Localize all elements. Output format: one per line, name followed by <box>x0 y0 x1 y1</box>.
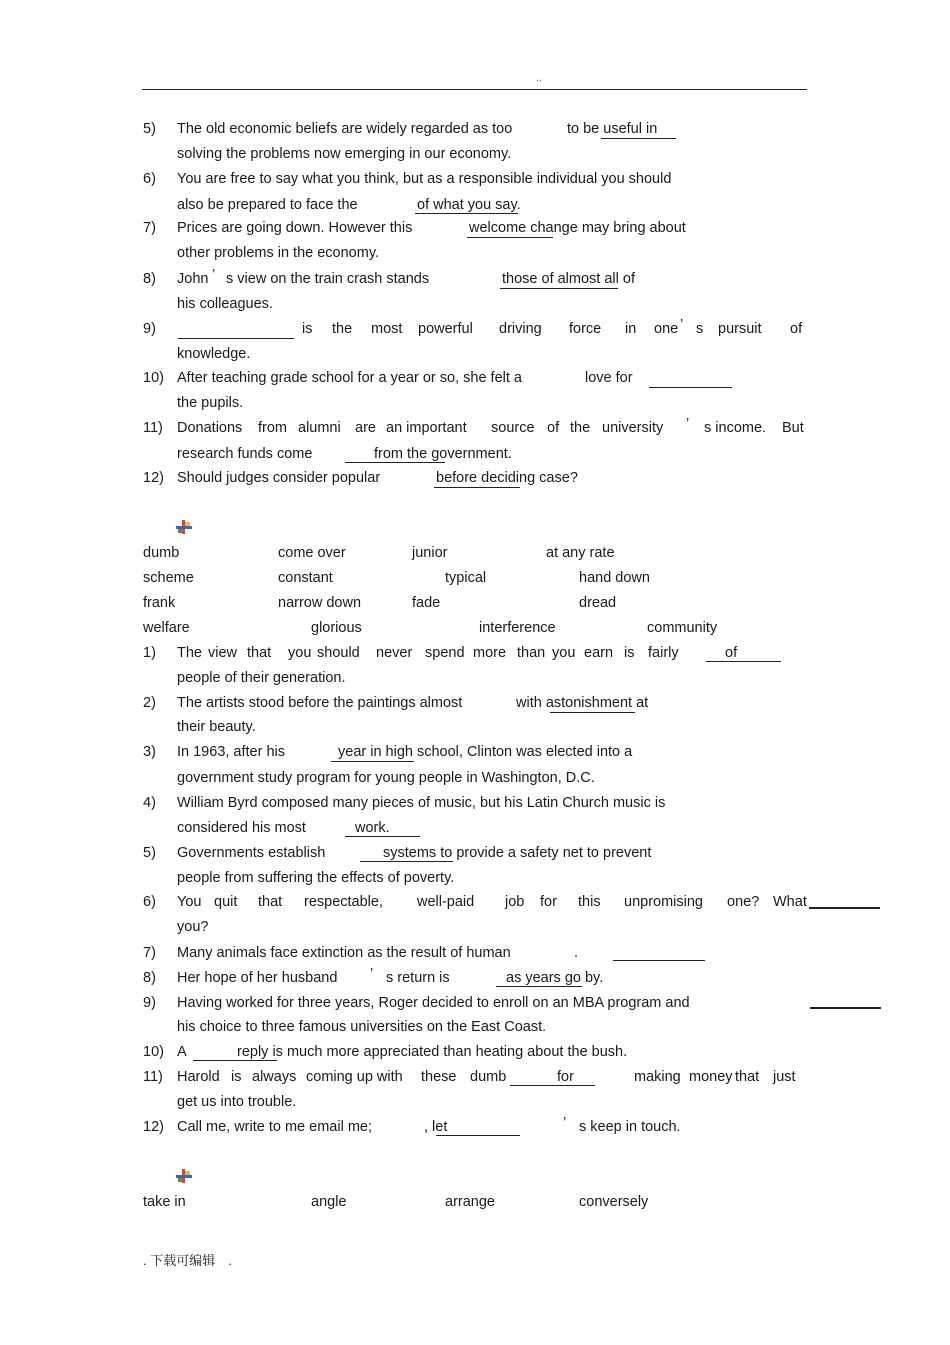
section-marker-icon <box>176 520 192 534</box>
sentence-text: The artists stood before the paintings almost <box>177 695 463 711</box>
item-number: 5) <box>143 121 156 137</box>
answer-blank <box>500 288 618 289</box>
answer-blank <box>706 661 781 662</box>
sentence-text: knowledge. <box>177 346 251 362</box>
word: from <box>258 420 287 436</box>
page-footer: . 下载可编辑 . <box>143 1253 232 1268</box>
item-number: 11) <box>143 420 163 436</box>
word: that <box>258 894 283 910</box>
word: unpromising <box>624 894 703 910</box>
answer-blank <box>467 237 553 238</box>
word: university <box>602 420 664 436</box>
sentence-text: his colleagues. <box>177 296 273 312</box>
word-bank-item: fade <box>412 595 441 611</box>
sentence-text: year in high school, Clinton was elected into a <box>338 744 633 760</box>
sentence-text: John <box>177 271 209 287</box>
word: alumni <box>298 420 341 436</box>
apostrophe: ’ <box>370 966 374 982</box>
answer-blank <box>810 1007 881 1009</box>
word: is <box>624 645 635 661</box>
word: Harold <box>177 1069 220 1085</box>
sentence-text: reply is much more appreciated than heating about the bush. <box>237 1044 628 1060</box>
word-bank-item: arrange <box>445 1194 495 1210</box>
word: powerful <box>418 321 473 337</box>
word-bank-item: angle <box>311 1194 347 1210</box>
sentence-text: get us into trouble. <box>177 1094 297 1110</box>
sentence-text: Governments establish <box>177 845 326 861</box>
sentence-text: their beauty. <box>177 719 256 735</box>
word: than <box>517 645 546 661</box>
sentence-text: , let <box>424 1119 448 1135</box>
word-bank-item: junior <box>412 545 448 561</box>
word-bank-item: glorious <box>311 620 362 636</box>
word: money <box>689 1069 733 1085</box>
word: of <box>725 645 738 661</box>
word-bank-item: conversely <box>579 1194 649 1210</box>
word: dumb <box>470 1069 507 1085</box>
answer-blank <box>809 907 880 909</box>
sentence-text: government study program for young people in Washington, D.C. <box>177 770 595 786</box>
answer-blank <box>510 1085 595 1086</box>
sentence-text: people from suffering the effects of poverty. <box>177 870 455 886</box>
answer-blank <box>436 1135 520 1136</box>
word: always <box>252 1069 297 1085</box>
word: respectable, <box>304 894 383 910</box>
sentence-text: to be useful in <box>567 121 658 137</box>
sentence-text: After teaching grade school for a year or so, she felt a <box>177 370 522 386</box>
word: are <box>355 420 376 436</box>
word: What <box>773 894 807 910</box>
apostrophe: ’ <box>563 1115 567 1131</box>
section-marker-icon <box>176 1169 192 1183</box>
word-bank-item: dread <box>579 595 617 611</box>
sentence-text: Call me, write to me email me; <box>177 1119 372 1135</box>
item-number: 7) <box>143 945 156 961</box>
sentence-text: You are free to say what you think, but as a responsible individual you should <box>177 171 672 187</box>
apostrophe: ’ <box>686 416 690 432</box>
word-bank-item: at any rate <box>546 545 615 561</box>
answer-blank <box>331 761 414 762</box>
sentence-text: welcome change may bring about <box>469 220 686 236</box>
word: more <box>473 645 507 661</box>
sentence-text: as years go by. <box>506 970 604 986</box>
word: earn <box>584 645 614 661</box>
answer-blank <box>193 1060 277 1061</box>
sentence-text: Many animals face extinction as the result of human <box>177 945 511 961</box>
word-bank-item: frank <box>143 595 176 611</box>
item-number: 9) <box>143 995 156 1011</box>
word: for <box>540 894 557 910</box>
word-bank-item: take in <box>143 1194 186 1210</box>
sentence-text: of what you say. <box>417 197 521 213</box>
word: of <box>790 321 803 337</box>
word: Donations <box>177 420 243 436</box>
sentence-text: A <box>177 1044 187 1060</box>
answer-blank <box>345 462 445 463</box>
word: source <box>491 420 535 436</box>
item-number: 8) <box>143 271 156 287</box>
item-number: 9) <box>143 321 156 337</box>
item-number: 10) <box>143 1044 164 1060</box>
sentence-text: people of their generation. <box>177 670 346 686</box>
word-bank-item: constant <box>278 570 333 586</box>
word: pursuit <box>718 321 762 337</box>
item-number: 8) <box>143 970 156 986</box>
word: an important <box>386 420 467 436</box>
sentence-text: In 1963, after his <box>177 744 286 760</box>
answer-blank <box>178 338 294 339</box>
item-number: 12) <box>143 470 164 486</box>
item-number: 3) <box>143 744 156 760</box>
word-bank-item: welfare <box>143 620 190 636</box>
item-number: 4) <box>143 795 156 811</box>
item-number: 5) <box>143 845 156 861</box>
word: The <box>177 645 202 661</box>
item-number: 2) <box>143 695 156 711</box>
word: You <box>177 894 202 910</box>
sentence-text: solving the problems now emerging in our economy. <box>177 146 512 162</box>
word-bank-item: narrow down <box>278 595 362 611</box>
answer-blank <box>601 138 676 139</box>
word-bank-item: typical <box>445 570 487 586</box>
page-header-dots: .. <box>536 72 543 84</box>
item-number: 12) <box>143 1119 164 1135</box>
word: just <box>773 1069 796 1085</box>
sentence-text: you? <box>177 919 209 935</box>
sentence-text: from the government. <box>374 446 512 462</box>
sentence-text: other problems in the economy. <box>177 245 380 261</box>
word: that <box>247 645 272 661</box>
sentence-text: those of almost all of <box>502 271 635 287</box>
sentence-text: . <box>574 945 579 961</box>
answer-blank <box>649 387 732 388</box>
sentence-text: research funds come <box>177 446 313 462</box>
word: spend <box>425 645 465 661</box>
header-rule <box>142 89 807 90</box>
word: s <box>696 321 704 337</box>
sentence-text: with astonishment at <box>516 695 649 711</box>
sentence-text: s keep in touch. <box>579 1119 681 1135</box>
sentence-text: the pupils. <box>177 395 244 411</box>
word: one? <box>727 894 760 910</box>
item-number: 11) <box>143 1069 163 1085</box>
word-bank-item: scheme <box>143 570 194 586</box>
sentence-text: systems to provide a safety net to prevent <box>383 845 652 861</box>
item-number: 6) <box>143 894 156 910</box>
sentence-text: Her hope of her husband <box>177 970 338 986</box>
answer-blank <box>434 487 520 488</box>
word: s income. <box>704 420 767 436</box>
word: should <box>317 645 360 661</box>
sentence-text: Prices are going down. However this <box>177 220 413 236</box>
sentence-text: love for <box>585 370 633 386</box>
sentence-text: considered his most <box>177 820 306 836</box>
item-number: 7) <box>143 220 156 236</box>
sentence-text: work. <box>355 820 390 836</box>
word: force <box>569 321 602 337</box>
word: making <box>634 1069 681 1085</box>
word: fairly <box>648 645 679 661</box>
word-bank-item: community <box>647 620 718 636</box>
word: in <box>625 321 637 337</box>
word: But <box>782 420 804 436</box>
word-bank-item: interference <box>479 620 556 636</box>
sentence-text: s view on the train crash stands <box>226 271 430 287</box>
word: the <box>332 321 353 337</box>
sentence-text: s return is <box>386 970 450 986</box>
sentence-text: William Byrd composed many pieces of music, but his Latin Church music is <box>177 795 666 811</box>
word: is <box>231 1069 242 1085</box>
word: you <box>288 645 312 661</box>
word: view <box>208 645 238 661</box>
item-number: 10) <box>143 370 164 386</box>
word: driving <box>499 321 542 337</box>
word: job <box>505 894 525 910</box>
answer-blank <box>415 213 518 214</box>
word: for <box>557 1069 574 1085</box>
word: the <box>570 420 591 436</box>
answer-blank <box>613 960 705 961</box>
word: quit <box>214 894 238 910</box>
word: that <box>735 1069 760 1085</box>
word-bank-item: hand down <box>579 570 650 586</box>
sentence-text: before deciding case? <box>436 470 578 486</box>
word-bank-item: come over <box>278 545 346 561</box>
word: is <box>302 321 313 337</box>
word: of <box>547 420 560 436</box>
answer-blank <box>550 712 635 713</box>
apostrophe: ’ <box>680 317 684 333</box>
apostrophe: ’ <box>212 267 216 283</box>
answer-blank <box>360 861 453 862</box>
sentence-text: his choice to three famous universities on the East Coast. <box>177 1019 547 1035</box>
sentence-text: Having worked for three years, Roger decided to enroll on an MBA program and <box>177 995 690 1011</box>
word: one <box>654 321 679 337</box>
item-number: 1) <box>143 645 156 661</box>
word: you <box>552 645 576 661</box>
word: these <box>421 1069 457 1085</box>
word: well-paid <box>417 894 475 910</box>
word: never <box>376 645 413 661</box>
sentence-text: Should judges consider popular <box>177 470 381 486</box>
answer-blank <box>345 836 420 837</box>
sentence-text: also be prepared to face the <box>177 197 358 213</box>
word: coming up with <box>306 1069 403 1085</box>
word-bank-item: dumb <box>143 545 180 561</box>
sentence-text: The old economic beliefs are widely regarded as too <box>177 121 513 137</box>
word: this <box>578 894 601 910</box>
item-number: 6) <box>143 171 156 187</box>
word: most <box>371 321 403 337</box>
answer-blank <box>496 986 582 987</box>
